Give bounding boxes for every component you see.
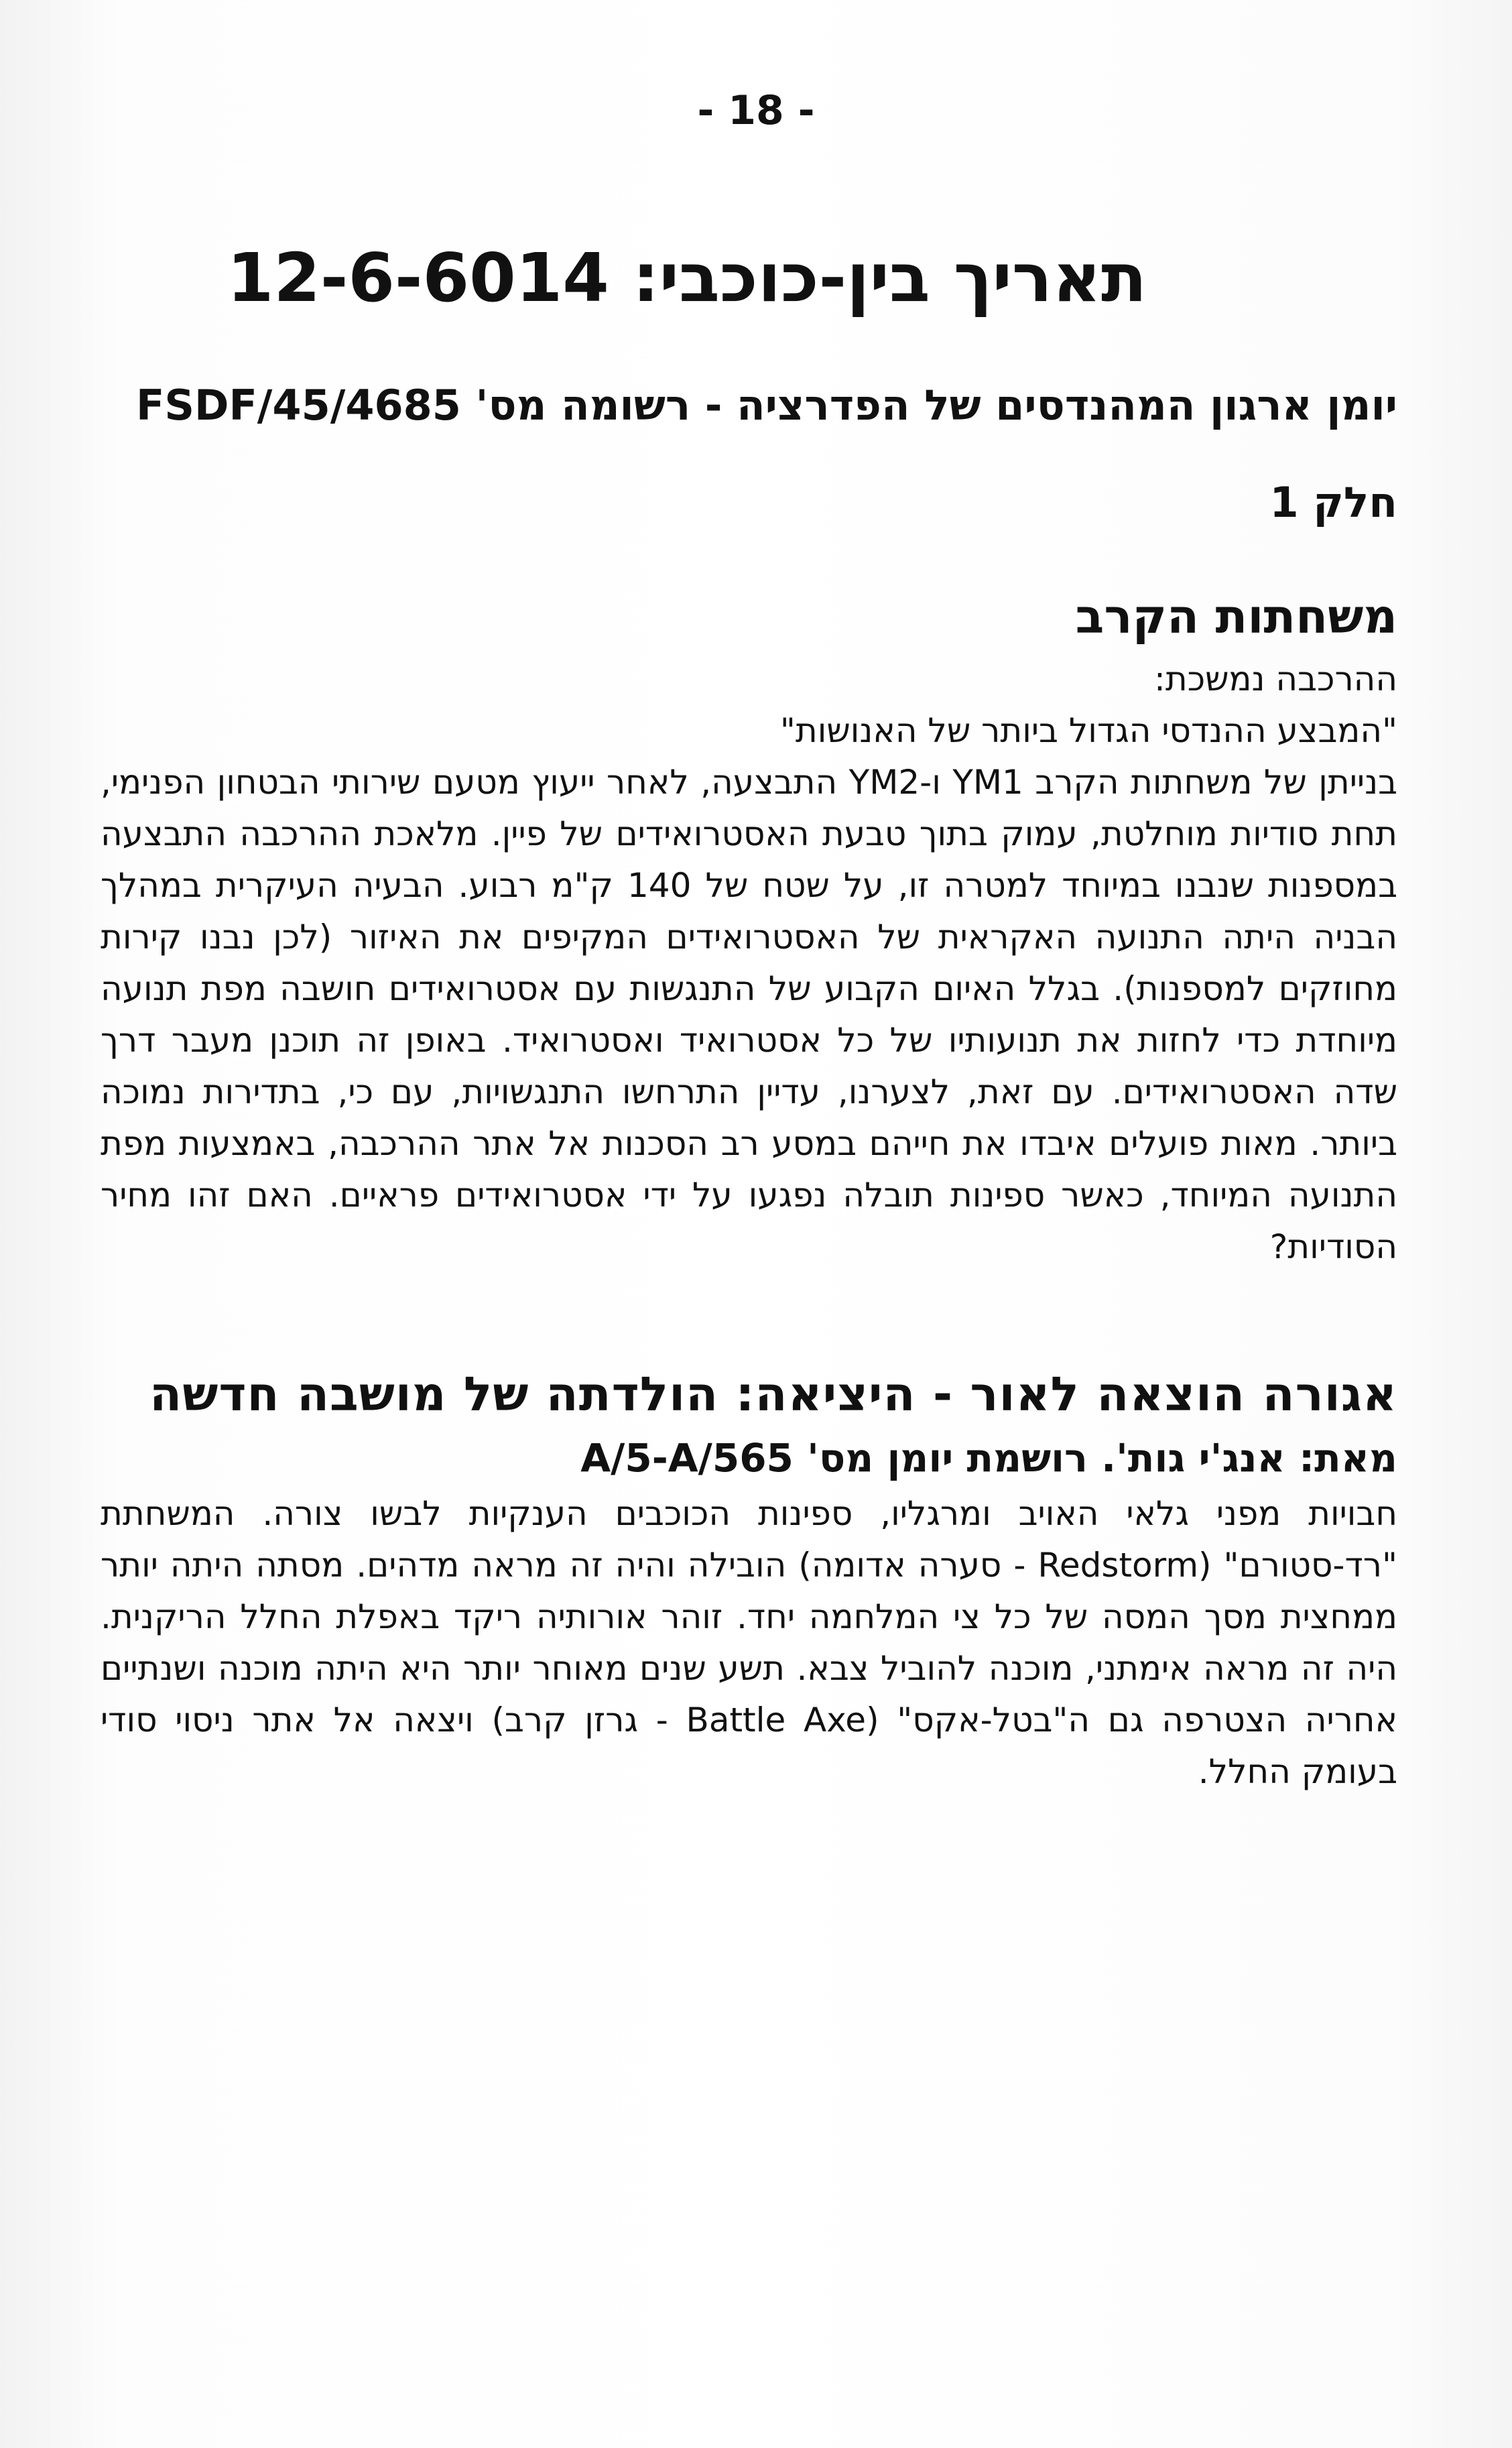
part-heading: חלק 1 bbox=[1269, 478, 1397, 527]
log-subtitle: יומן ארגון המהנדסים של הפדרציה - רשומה מס' 4685/FSDF/45 bbox=[135, 381, 1397, 430]
section-paragraph: בנייתן של משחתות הקרב YM1 ו-YM2 התבצעה, לאחר ייעוץ מטעם שירותי הבטחון הפנימי, תחת סודיות מוחלטת, עמוק בתוך טבעת האסטרואידים של פיין. מלאכת ההרכבה התבצעה במספנות שנבנו במיוחד למטרה זו, על שטח של 140 ק"מ רבוע. הבעיה העיקרית במהלך הבניה היתה התנועה האקראית של האסטרואידים המקיפים את האיזור (לכן נבנו קירות מחוזקים למספנות). בגלל האיום הקבוע של התנגשות עם אסטרואידים חושבה מפת תנועה מיוחדת כדי לחזות את תנועותיו של כל אסטרואיד ואסטרואיד. באופן זה תוכנן מעבר דרך שדה האסטרואידים. עם זאת, לצערנו, עדיין התרחשו התנגשויות, עם כי, בתדירות נמוכה ביותר. מאות פועלים איבדו את חייהם במסע רב הסכנות אל אתר ההרכבה, באמצעות מפת התנועה המיוחד, כאשר ספינות תובלה נפגעו על ידי אסטרואידים פראיים. האם זהו מחיר הסודיות? bbox=[101, 763, 1397, 1266]
section-intro-line: ההרכבה נמשכת: bbox=[1153, 660, 1397, 698]
section-quote-line: "המבצע ההנדסי הגדול ביותר של האנושות" bbox=[779, 711, 1397, 750]
article-body bbox=[101, 1488, 1397, 1798]
article-title: אגורה הוצאה לאור - היציאה: הולדתה של מושבה חדשה bbox=[149, 1367, 1397, 1422]
main-title: תאריך בין-כוכבי: 12-6-6014 bbox=[227, 239, 1147, 317]
article-paragraph: חבויות מפני גלאי האויב ומרגליו, ספינות הכוכבים הענקיות לבשו צורה. המשחתת "רד-סטורם" (Redstorm - סערה אדומה) הובילה והיה זה מראה מדהים. מסתה היתה יותר ממחצית מסך המסה של כל צי המלחמה יחד. זוהר אורותיה ריקד באפלת החלל הריקנית. היה זה מראה אימתני, מוכנה להוביל צבא. תשע שנים מאוחר יותר היא היתה מוכנה ושנתיים אחריה הצטרפה גם ה"בטל-אקס" (Battle Axe - גרזן קרב) ויצאה אל אתר ניסוי סודי בעומק החלל. bbox=[101, 1494, 1398, 1791]
section-body bbox=[101, 654, 1397, 1273]
article-byline: מאת: אנג'י גות'. רושמת יומן מס' 565/A/5-A bbox=[580, 1435, 1397, 1481]
section-title: משחתות הקרב bbox=[1075, 589, 1397, 644]
page-number: - 18 - bbox=[697, 87, 815, 134]
